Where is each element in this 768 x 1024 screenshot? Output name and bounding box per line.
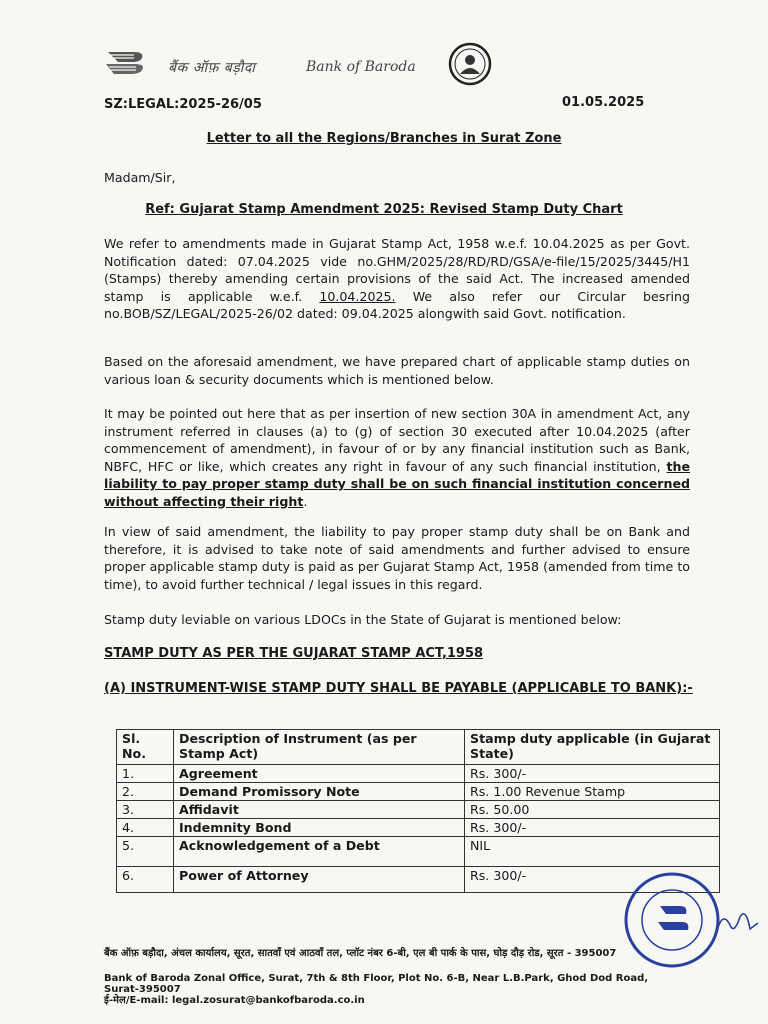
bank-name-english: Bank of Baroda: [306, 59, 416, 75]
row-sl: 2.: [117, 783, 174, 801]
row-sl: 6.: [117, 867, 174, 893]
reference-number: SZ:LEGAL:2025-26/05: [104, 97, 262, 112]
table-row: [117, 765, 720, 783]
letter-date: 01.05.2025: [562, 95, 645, 110]
row-description: Power of Attorney: [174, 867, 465, 893]
footer-email: ई-मेल/E-mail: legal.zosurat@bankofbaroda.co.in: [104, 995, 365, 1006]
paragraph-section-30a: [104, 405, 690, 510]
row-duty: Rs. 300/-: [465, 765, 720, 783]
row-description: Agreement: [174, 765, 465, 783]
salutation: Madam/Sir,: [104, 170, 176, 185]
paragraph-text: We also refer our Circular besring no.BOB/SZ/LEGAL/2025-26/02 dated: 09.04.2025 alongwith said Govt. notification.: [104, 288, 690, 321]
paragraph-text: .: [303, 493, 308, 509]
row-sl: 1.: [117, 765, 174, 783]
row-duty: NIL: [465, 837, 720, 867]
header-sl-no: Sl. No.: [117, 730, 174, 765]
table-header-row: [117, 730, 720, 765]
header-stamp-duty: Stamp duty applicable (in Gujarat State): [465, 730, 720, 765]
paragraph-text: It may be pointed out here that as per insertion of new section 30A in amendment Act, any instrument referred in clauses (a) to (g) of section 30 executed after 10.04.2025 (after commencement of amendment), in favour of or by any financial institution such as Bank, NBFC, HFC or like, which creates any right in favour of any such financial institution,: [104, 406, 690, 474]
subject-line: Ref: Gujarat Stamp Amendment 2025: Revised Stamp Duty Chart: [145, 202, 623, 217]
liability-emphasis: the liability to pay proper stamp duty shall be on such financial institution concerned without affecting their right: [104, 458, 690, 509]
row-sl: 4.: [117, 819, 174, 837]
paragraph-chart-prepared: Based on the aforesaid amendment, we have prepared chart of applicable stamp duties on various loan & security documents which is mentioned below.: [104, 354, 690, 387]
emblem-icon: [448, 42, 492, 86]
row-description: Affidavit: [174, 801, 465, 819]
row-description: Demand Promissory Note: [174, 783, 465, 801]
paragraph-text: We refer to amendments made in Gujarat Stamp Act, 1958 w.e.f. 10.04.2025 as per Govt. Notification dated: 07.04.2025 vide no.GHM/2025/28/RD/RD/GSA/e-file/15/2025/3445/H1 (Stamps) thereby amending certain provisions of the said Act. The increased amended stamp is applicable w.e.f.: [104, 236, 690, 304]
instrument-wise-heading: (A) INSTRUMENT-WISE STAMP DUTY SHALL BE PAYABLE (APPLICABLE TO BANK):-: [104, 681, 693, 696]
table-row: [117, 783, 720, 801]
row-duty: Rs. 50.00: [465, 801, 720, 819]
footer-hindi-address: बैंक ऑफ़ बड़ौदा, अंचल कार्यालय, सूरत, सातवाँ एवं आठवाँ तल, प्लॉट नंबर 6-बी, एल बी पार्क के पास, घोड़ दौड़ रोड, सूरत - 395007: [104, 948, 617, 959]
signature-icon: [712, 905, 762, 945]
table-row: [117, 801, 720, 819]
row-sl: 3.: [117, 801, 174, 819]
bank-logo-icon: [104, 48, 156, 76]
paragraph-ldocs: Stamp duty leviable on various LDOCs in the State of Gujarat is mentioned below:: [104, 612, 622, 627]
paragraph-advice: In view of said amendment, the liability to pay proper stamp duty shall be on Bank and therefore, it is advised to take note of said amendments and further advised to ensure proper applicable stamp duty is paid as per Gujarat Stamp Act, 1958 (amended from time to time), to avoid further technical / legal issues in this regard.: [104, 524, 690, 592]
row-description: Indemnity Bond: [174, 819, 465, 837]
row-duty: Rs. 300/-: [465, 867, 720, 893]
bank-name-hindi: बैंक ऑफ़ बड़ौदा: [168, 60, 256, 76]
row-duty: Rs. 300/-: [465, 819, 720, 837]
table-row: [117, 837, 720, 867]
footer-address: Bank of Baroda Zonal Office, Surat, 7th & 8th Floor, Plot No. 6-B, Near L.B.Park, Ghod Dod Road, Surat-395007: [104, 973, 649, 995]
row-duty: Rs. 1.00 Revenue Stamp: [465, 783, 720, 801]
row-description: Acknowledgement of a Debt: [174, 837, 465, 867]
stamp-duty-table: [116, 729, 720, 893]
header-description: Description of Instrument (as per Stamp Act): [174, 730, 465, 765]
row-sl: 5.: [117, 837, 174, 867]
letter-title: Letter to all the Regions/Branches in Surat Zone: [206, 131, 562, 146]
table-row: [117, 819, 720, 837]
paragraph-amendment-reference: [104, 235, 690, 323]
act-heading: STAMP DUTY AS PER THE GUJARAT STAMP ACT,1958: [104, 646, 484, 661]
effective-date: 10.04.2025.: [319, 288, 396, 304]
